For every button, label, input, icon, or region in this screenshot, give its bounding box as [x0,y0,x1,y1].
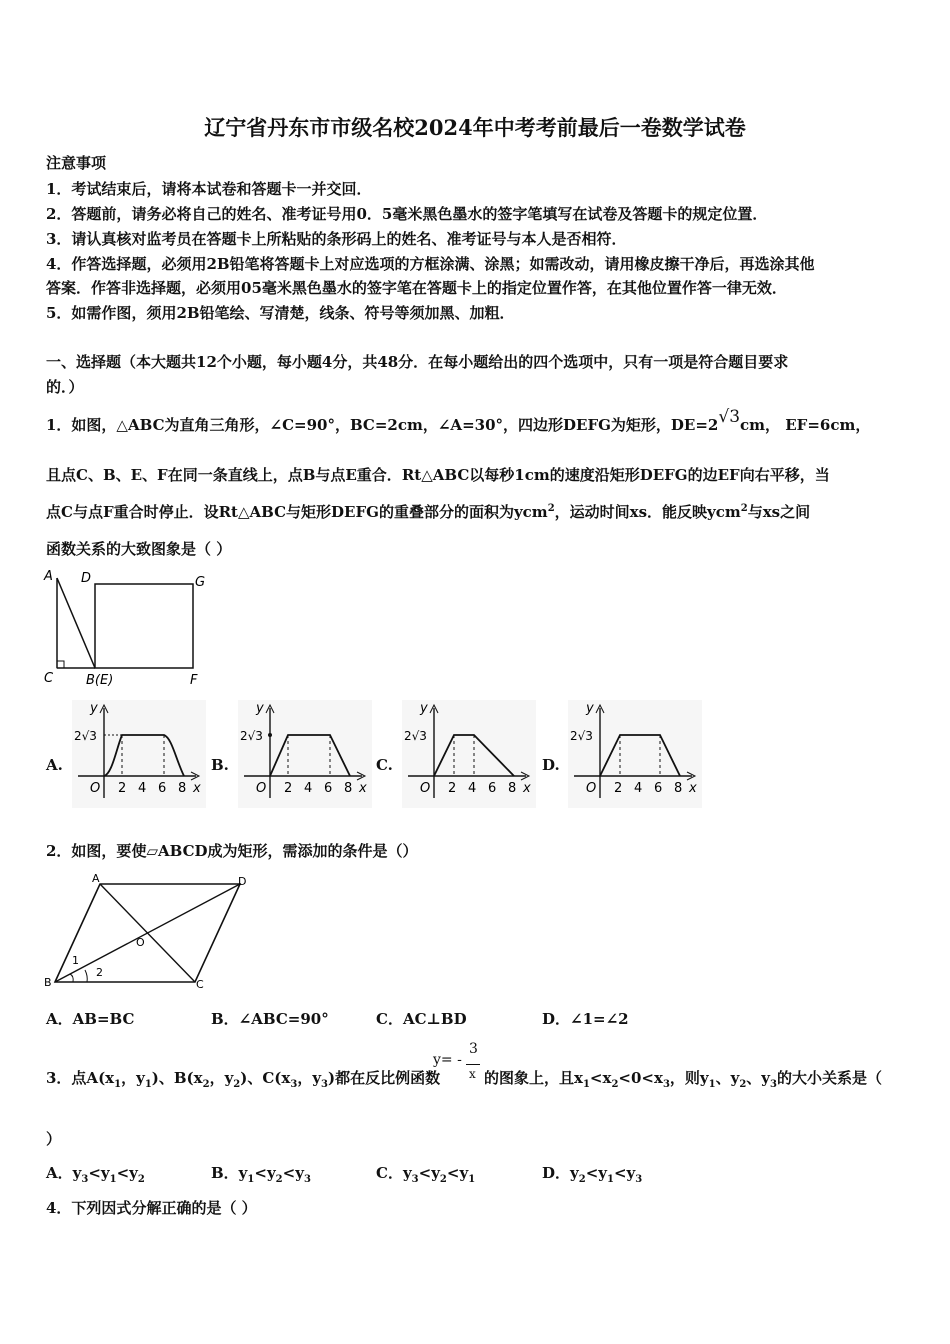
label-a: A [92,872,100,885]
q1-stem-line2: 且点C、B、E、F在同一条直线上，点B与点E重合．Rt△ABC以每秒1cm的速度沿矩形DEFG的边EF向右平移，当 [46,466,830,484]
label-c: C [196,978,204,991]
angle-label-1: 1 [72,954,79,967]
label-be: B(E) [86,673,114,688]
q1-stem-line4: 函数关系的大致图象是（ ） [46,540,232,558]
svg-text:y: y [420,701,428,716]
svg-text:4: 4 [634,781,643,796]
label-f: F [190,673,198,688]
svg-text:2: 2 [284,781,293,796]
q3-close-paren: ） [46,1130,62,1148]
q1-graph-b [238,700,372,808]
svg-text:2: 2 [614,781,623,796]
svg-text:x: x [193,781,201,796]
q3-stem: 3．点$A(x_1$，$y_1$)、$B(x_2$，$y_2$)、$C(x_3$，$y_3$)都在反比例函数 [46,1069,441,1090]
q3-option-c[interactable]: C．$y_3<y_2<y_1$ [376,1164,476,1185]
q3-stem-cont: 的图象上，且$x_1<x_2<0<x_3$，则$y_1$、$y_2$、$y_3$的大小关系是（ [484,1069,882,1090]
q3-option-d[interactable]: D．$y_2<y_1<y_3$ [542,1164,643,1185]
q2-option-a[interactable]: A．AB=BC [46,1010,135,1028]
section-heading-cont: 的．） [46,378,84,396]
svg-text:2: 2 [448,781,457,796]
q2-option-c[interactable]: C．AC⊥BD [376,1010,467,1028]
svg-text:O: O [256,781,267,796]
svg-text:4: 4 [304,781,313,796]
svg-text:O: O [90,781,101,796]
q1-graph-d [568,700,702,808]
right-angle-mark [57,661,64,668]
svg-text:4: 4 [468,781,477,796]
notice-item: 3．请认真核对监考员在答题卡上所粘贴的条形码上的姓名、准考证号与本人是否相符． [46,230,627,248]
svg-text:2√3: 2√3 [240,729,263,743]
q3-fraction-bar [466,1064,480,1065]
notice-item: 4．作答选择题，必须用2B铅笔将答题卡上对应选项的方框涂满、涂黑；如需改动，请用橡皮擦干净后，再选涂其他 [46,255,815,273]
q2-option-d[interactable]: D．∠1=∠2 [542,1010,629,1028]
diagonal-bd [55,884,240,982]
svg-text:8: 8 [508,781,517,796]
svg-text:6: 6 [158,781,167,796]
q1-option-a[interactable]: A. [46,756,63,774]
q3-function-y: y= - [433,1052,462,1068]
label-d: D [238,875,247,888]
q2-figure [40,870,260,992]
q1-option-b[interactable]: B. [211,756,229,774]
svg-text:y: y [586,701,594,716]
q1-stem: 1．如图，△ABC为直角三角形，∠C=90°，BC=2cm，∠A=30°，四边形DEFG为矩形，DE=2√3cm， EF=6cm， [46,407,871,434]
q4-stem: 4．下列因式分解正确的是（ ） [46,1199,257,1217]
svg-text:O: O [420,781,431,796]
svg-text:x: x [523,781,531,796]
q3-function-numerator: 3 [469,1041,478,1057]
q1-stem-line3: 点C与点F重合时停止．设Rt△ABC与矩形DEFG的重叠部分的面积为ycm$^2$，运动时间xs．能反映ycm$^2$与xs之间 [46,503,811,521]
label-o: O [136,936,145,949]
svg-text:8: 8 [344,781,353,796]
q3-option-a[interactable]: A．$y_3<y_1<y_2$ [46,1164,145,1185]
svg-text:y: y [256,701,264,716]
svg-text:2√3: 2√3 [570,729,593,743]
svg-text:x: x [689,781,697,796]
q1-option-d[interactable]: D. [542,756,560,774]
rectangle-defg [95,584,193,668]
section-heading: 一、选择题（本大题共12个小题，每小题4分，共48分．在每小题给出的四个选项中，只有一项是符合题目要求 [46,353,789,371]
label-a: A [44,569,53,584]
svg-text:O: O [586,781,597,796]
svg-text:6: 6 [324,781,333,796]
q1-figure [40,568,220,692]
svg-text:x: x [359,781,367,796]
notice-item: 1．考试结束后，请将本试卷和答题卡一并交回． [46,180,372,198]
page-title: 辽宁省丹东市市级名校2024年中考考前最后一卷数学试卷 [204,115,746,140]
svg-text:2√3: 2√3 [74,729,97,743]
q3-function-denominator: x [469,1067,476,1081]
notice-item: 答案．作答非选择题，必须用05毫米黑色墨水的签字笔在答题卡上的指定位置作答，在其他位置作答一律无效． [46,279,787,297]
svg-text:8: 8 [178,781,187,796]
svg-text:6: 6 [488,781,497,796]
q3-option-b[interactable]: B．$y_1<y_2<y_3$ [211,1164,311,1185]
q2-option-b[interactable]: B．∠ABC=90° [211,1010,329,1028]
triangle-hypotenuse [57,578,95,668]
notice-item: 5．如需作图，须用2B铅笔绘、写清楚，线条、符号等须加黑、加粗． [46,304,515,322]
label-b: B [44,976,52,989]
svg-text:4: 4 [138,781,147,796]
q1-graph-a [72,700,206,808]
svg-text:y: y [90,701,98,716]
label-c: C [44,671,54,686]
q1-option-c[interactable]: C. [376,756,393,774]
q1-graph-c [402,700,536,808]
svg-text:2: 2 [118,781,127,796]
label-d: D [81,571,92,586]
notice-heading: 注意事项 [46,154,107,172]
svg-text:6: 6 [654,781,663,796]
svg-text:2√3: 2√3 [404,729,427,743]
angle-label-2: 2 [96,966,103,979]
notice-item: 2．答题前，请务必将自己的姓名、准考证号用0．5毫米黑色墨水的签字笔填写在试卷及答题卡的规定位置． [46,205,768,223]
svg-text:8: 8 [674,781,683,796]
q2-stem: 2．如图，要使▱ABCD成为矩形，需添加的条件是（） [46,842,418,860]
label-g: G [195,575,206,590]
